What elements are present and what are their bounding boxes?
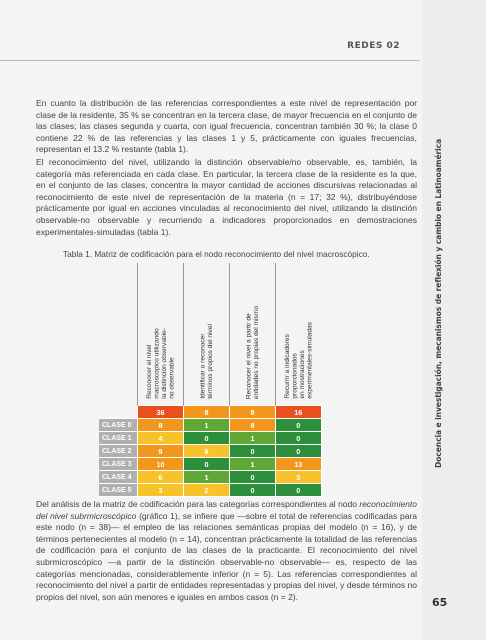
matrix-cell: 0	[276, 419, 322, 432]
row-label: CLASE 4	[99, 471, 138, 484]
column-header	[276, 263, 322, 406]
row-label: CLASE 2	[99, 445, 138, 458]
table-row	[99, 445, 321, 458]
matrix-cell: 0	[184, 458, 230, 471]
paragraph-2: El reconocimiento del nivel, utilizando la distinción observable/no observable, es, también, la categoría más referenciada en cada clase. En particular, la tercera clase de la residente es la que, en el conjunto de las clases, concentra la mayor cantidad de acciones discursivas relacionadas al reconocimiento de este nivel de representación de la materia (n = 17; 32 %), distribuyéndose prácticamente por igual en acciones vinculadas al reconocimiento del nivel, utilizando la distinción observable-no observable y recurriendo a indicadores proporcionados en demostraciones experimentales-simuladas (tabla 1).	[36, 157, 417, 237]
matrix-cell: 9	[138, 445, 184, 458]
table-row	[99, 432, 321, 445]
row-label: CLASE 3	[99, 458, 138, 471]
paragraph-3-part-a: Del análisis de la matriz de codificación para las categorías correspondientes al nodo	[36, 499, 360, 509]
column-header-row	[99, 263, 321, 406]
matrix-cell: 2	[184, 484, 230, 497]
matrix-cell: 8	[184, 406, 230, 419]
column-header-text: Identificar o reconocer términos propios del nivel	[198, 324, 214, 399]
matrix-cell: 8	[230, 419, 276, 432]
matrix-cell: 0	[184, 432, 230, 445]
row-label	[99, 406, 138, 419]
matrix-cell: 0	[230, 484, 276, 497]
table-row	[99, 471, 321, 484]
matrix-cell: 8	[138, 419, 184, 432]
page-number: 65	[432, 596, 448, 609]
side-band	[422, 0, 486, 640]
row-label: CLASE 1	[99, 432, 138, 445]
table-row	[99, 419, 321, 432]
corner-cell	[99, 263, 138, 406]
row-label: CLASE 0	[99, 419, 138, 432]
matrix-cell: 3	[138, 484, 184, 497]
table-caption: Tabla 1. Matriz de codificación para el nodo reconocimiento del nivel macroscópico.	[63, 249, 370, 259]
matrix-cell: 6	[138, 471, 184, 484]
column-header-text: Recurrir a indicadores proporcionados en mostraciones experimentales-simuladas	[283, 322, 314, 399]
matrix-cell: 0	[276, 432, 322, 445]
column-header-text: Reconocer el nivel a partir de entidades no propias del mismo	[244, 305, 260, 399]
matrix-cell: 4	[138, 432, 184, 445]
matrix-cell: 3	[276, 471, 322, 484]
matrix-body	[99, 406, 321, 497]
matrix-cell: 10	[138, 458, 184, 471]
table-row	[99, 484, 321, 497]
matrix-cell: 1	[230, 458, 276, 471]
matrix-cell: 0	[276, 445, 322, 458]
matrix-cell: 0	[276, 484, 322, 497]
side-running-title: Docencia e investigación, mecanismos de reflexión y cambio en Latinoamérica	[434, 138, 443, 468]
matrix-cell: 13	[276, 458, 322, 471]
paragraph-1: En cuanto la distribución de las referencias correspondientes a este nivel de representación por clase de la residente, 35 % se concentran en la tercera clase, de mayor frecuencia en el conjunto de las clases; las clases segunda y cuarta, con igual frecuencia, concentran también 30 %; la clase 0 contiene 22 % de las referencias y las clases 1 y 5, prácticamente con iguales frecuencias, representan el 13.2 % restante (tabla 1).	[36, 98, 417, 155]
matrix-cell: 36	[138, 406, 184, 419]
matrix-cell: 16	[276, 406, 322, 419]
matrix-cell: 8	[230, 406, 276, 419]
column-header-text: Reconocer el nivel macroscópico utilizando la distinción observable- no observable	[145, 328, 176, 399]
matrix-cell: 6	[184, 445, 230, 458]
paragraph-3-emphasis: reconocimiento del nivel subrmicroscópico	[36, 499, 417, 521]
matrix-cell: 1	[184, 471, 230, 484]
matrix-cell: 1	[230, 432, 276, 445]
paragraph-3-part-b: (gráfico 1), se infiere que —sobre el total de referencias codificadas para este nodo (n = 38)— el empleo de las relaciones semánticas propias del modelo (n = 16), y de términos pertenecientes al modelo (n = 14), concentran prácticamente la totalidad de las referencias de codificación para el conjunto de las clases de la practicante. El reconocimiento del nivel subrmicroscópico —a partir de la distinción observable-no observable— es, respecto de las categorías mencionadas, considerablemente inferior (n = 5). Las referencias correspondientes al reconocimiento del nivel a partir de entidades representadas y propias del nivel, y desde términos no propios del nivel, son aún menores e iguales en ambos casos (n = 2).	[36, 510, 417, 602]
totals-row	[99, 406, 321, 419]
running-header-title: REDES 02	[347, 41, 400, 51]
matrix-cell: 0	[230, 445, 276, 458]
row-label: CLASE 5	[99, 484, 138, 497]
coding-matrix	[99, 263, 322, 497]
coding-matrix-table	[99, 263, 322, 497]
column-header	[184, 263, 230, 406]
paragraph-3	[36, 499, 417, 603]
running-header	[0, 32, 420, 61]
matrix-cell: 1	[184, 419, 230, 432]
table-row	[99, 458, 321, 471]
column-header	[230, 263, 276, 406]
column-header	[138, 263, 184, 406]
matrix-cell: 0	[230, 471, 276, 484]
